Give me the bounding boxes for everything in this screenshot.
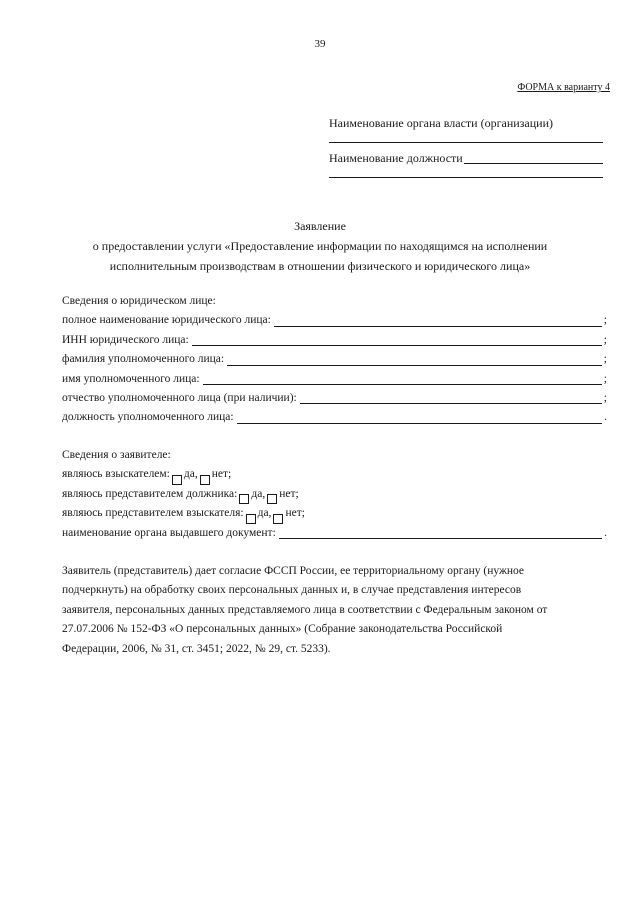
yes-label: да,	[257, 507, 272, 520]
representative-position-row	[62, 408, 607, 427]
no-label: нет;	[211, 468, 232, 481]
yes-checkbox[interactable]	[246, 514, 256, 524]
yes-checkbox[interactable]	[239, 494, 249, 504]
consent-line-5: Федерации, 2006, № 31, ст. 3451; 2022, № 29, ст. 5233).	[62, 642, 331, 655]
option-label: являюсь представителем взыскателя:	[62, 507, 244, 520]
applicant-section	[62, 446, 607, 543]
form-label: ФОРМА к варианту 4	[517, 82, 610, 93]
issuer-input-line[interactable]	[279, 538, 602, 539]
field-label: должность уполномоченного лица:	[62, 411, 234, 424]
issuer-label: наименование органа выдавшего документ:	[62, 526, 276, 539]
option-label: являюсь представителем должника:	[62, 487, 238, 500]
field-label: полное наименование юридического лица:	[62, 314, 271, 327]
legal-entity-inn-row	[62, 331, 607, 350]
claimant-option-row	[62, 465, 607, 484]
position-row	[329, 149, 603, 167]
legal-entity-heading: Сведения о юридическом лице:	[62, 294, 216, 307]
legal-entity-full-name-row	[62, 311, 607, 330]
no-checkbox[interactable]	[267, 494, 277, 504]
inn-input-line[interactable]	[192, 345, 602, 346]
yes-label: да,	[183, 468, 198, 481]
field-end: ;	[603, 372, 607, 385]
debtor-representative-option-row	[62, 485, 607, 504]
field-label: фамилия уполномоченного лица:	[62, 353, 225, 366]
no-checkbox[interactable]	[200, 475, 210, 485]
issuer-row	[62, 524, 607, 543]
no-label: нет;	[285, 507, 305, 520]
position-label: Наименование должности	[329, 151, 463, 165]
authority-field[interactable]	[329, 132, 603, 143]
consent-line-1: Заявитель (представитель) дает согласие ФССП России, ее территориальному органу (нужное	[62, 565, 525, 577]
legal-entity-section	[62, 292, 607, 428]
representative-surname-row	[62, 350, 607, 369]
field-end: ;	[603, 333, 607, 346]
title-line-1: Заявление	[294, 219, 346, 233]
field-end: .	[604, 526, 607, 539]
name-input-line[interactable]	[203, 384, 602, 385]
title-line-3: исполнительным производствам в отношении физического и юридического лица»	[109, 259, 531, 273]
applicant-heading: Сведения о заявителе:	[62, 448, 171, 461]
field-end: ;	[603, 353, 607, 366]
consent-line-4: 27.07.2006 № 152-ФЗ «О персональных данных» (Собрание законодательства Российской	[62, 623, 503, 636]
position-field[interactable]	[464, 163, 603, 164]
position-input-line[interactable]	[237, 423, 603, 424]
authority-label: Наименование органа власти (организации)	[329, 116, 553, 130]
representative-name-row	[62, 370, 607, 389]
field-end: ;	[603, 314, 607, 327]
page-number: 39	[314, 38, 326, 50]
consent-paragraph	[62, 562, 610, 659]
claimant-representative-option-row	[62, 504, 607, 523]
option-label: являюсь взыскателем:	[62, 468, 170, 481]
surname-input-line[interactable]	[227, 365, 602, 366]
patronymic-input-line[interactable]	[300, 403, 602, 404]
position-field-extra[interactable]	[329, 167, 603, 178]
title-line-2: о предоставлении услуги «Предоставление информации по находящимся на исполнении	[92, 239, 548, 253]
field-label: имя уполномоченного лица:	[62, 372, 200, 385]
consent-line-2: подчеркнуть) на обработку своих персональных данных и, в случае представления интересов	[62, 584, 522, 597]
yes-checkbox[interactable]	[172, 475, 182, 485]
field-label: отчество уполномоченного лица (при наличии):	[62, 391, 297, 404]
representative-patronymic-row	[62, 389, 607, 408]
no-checkbox[interactable]	[273, 514, 283, 524]
consent-line-3: заявителя, персональных данных представляемого лица в соответствии с Федеральным законом от	[62, 603, 548, 616]
addressee-block	[329, 114, 603, 184]
field-end: ;	[603, 391, 607, 404]
no-label: нет;	[279, 487, 299, 500]
field-end: .	[604, 411, 607, 424]
yes-label: да,	[251, 487, 266, 500]
field-label: ИНН юридического лица:	[62, 333, 189, 346]
full-name-input-line[interactable]	[274, 326, 602, 327]
document-title	[40, 216, 600, 276]
